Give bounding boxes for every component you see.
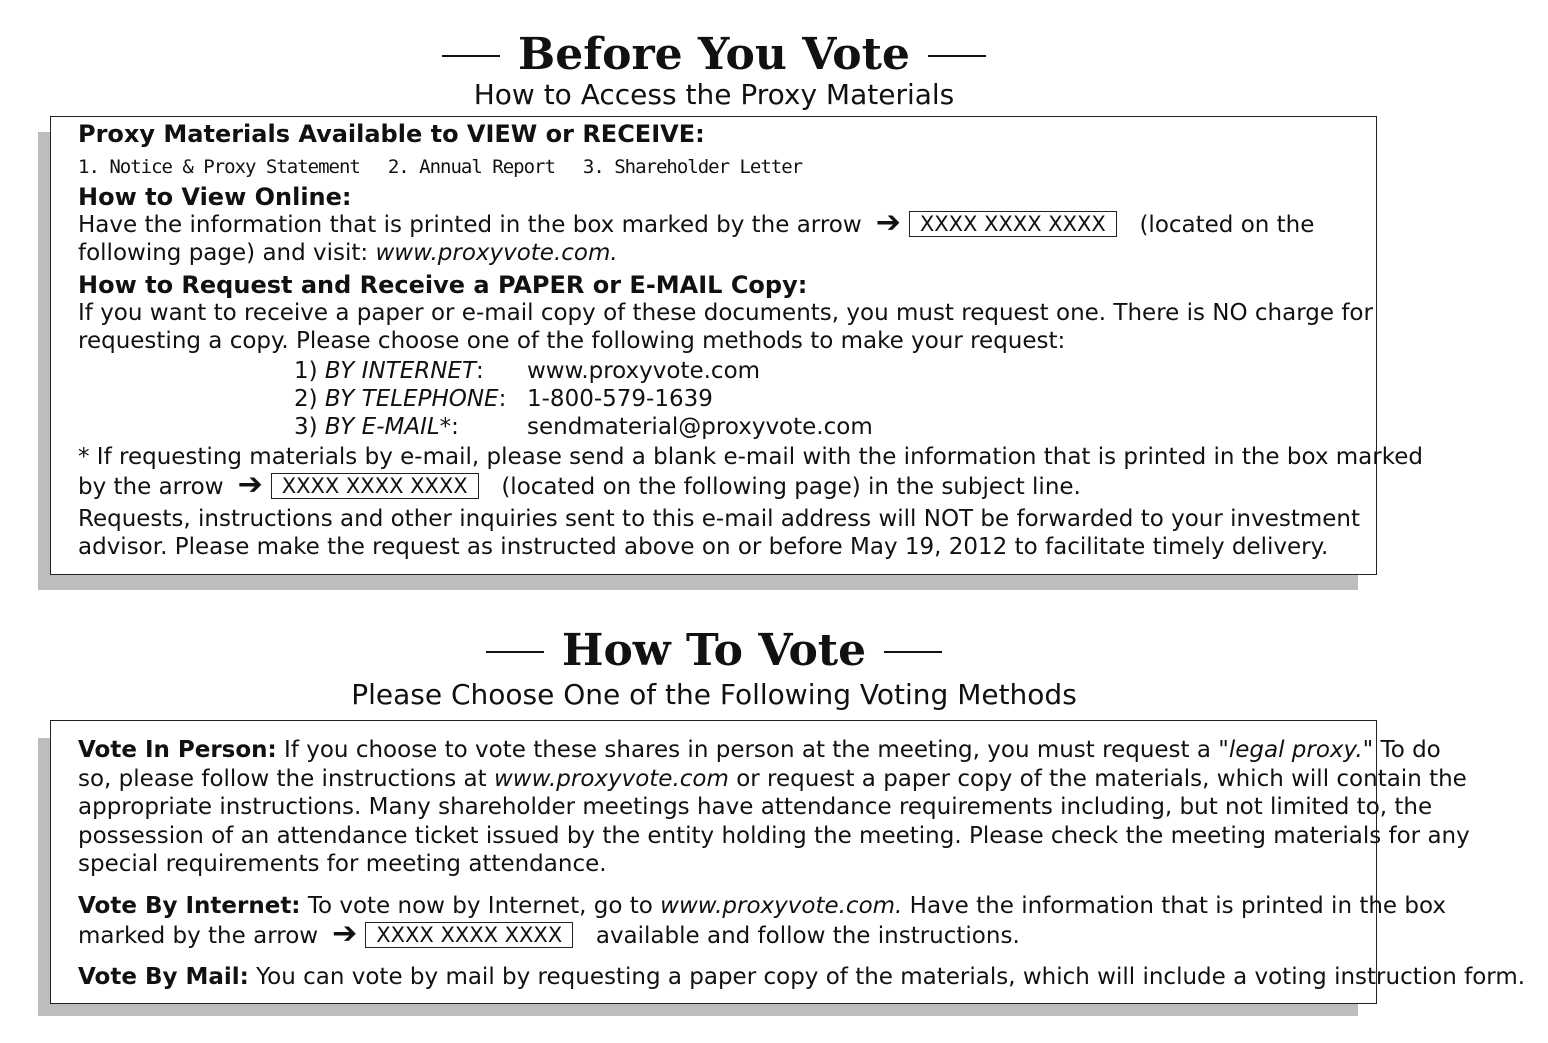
arrow-icon: ➔: [237, 466, 263, 502]
materials-heading: Proxy Materials Available to VIEW or RECEIVE:: [78, 120, 705, 148]
before-title: Before You Vote: [0, 30, 1428, 80]
request-line-2: requesting a copy. Please choose one of the following methods to make your request:: [78, 328, 1066, 354]
control-number-box: XXXX XXXX XXXX: [909, 211, 1117, 237]
person-line-2: so, please follow the instructions at www.proxyvote.com or request a paper copy of the materials, which will contain the: [78, 766, 1467, 792]
view-line-1: Have the information that is printed in the box marked by the arrow ➔ XXXX XXXX XXXX (located on the: [78, 204, 1315, 240]
before-subtitle: How to Access the Proxy Materials: [473, 78, 955, 111]
proxyvote-link[interactable]: www.proxyvote.com: [493, 766, 729, 792]
view-line-2: following page) and visit: www.proxyvote.com.: [78, 240, 618, 266]
vote-by-internet-label: Vote By Internet:: [78, 893, 301, 919]
title-rule-right: [928, 55, 986, 57]
material-item: 3. Shareholder Letter: [582, 156, 803, 178]
final-line-2: advisor. Please make the request as instructed above on or before May 19, 2012 to facilitate timely delivery.: [78, 534, 1329, 560]
request-heading: How to Request and Receive a PAPER or E-MAIL Copy:: [78, 271, 808, 299]
title-rule-right: [884, 651, 942, 653]
method-telephone: 2) BY TELEPHONE: 1-800-579-1639: [294, 386, 713, 412]
method-email: 3) BY E-MAIL*: sendmaterial@proxyvote.com: [294, 414, 873, 440]
method-value[interactable]: 1-800-579-1639: [527, 386, 713, 412]
title-rule-left: [486, 651, 544, 653]
title-rule-left: [442, 55, 500, 57]
method-value[interactable]: www.proxyvote.com: [527, 358, 761, 384]
material-item: 1. Notice & Proxy Statement: [78, 156, 360, 178]
internet-line-2: marked by the arrow ➔ XXXX XXXX XXXX available and follow the instructions.: [78, 915, 1020, 951]
method-value[interactable]: sendmaterial@proxyvote.com: [527, 414, 873, 440]
note-line-1: * If requesting materials by e-mail, please send a blank e-mail with the information that is printed in the box marked: [78, 444, 1423, 470]
internet-line-1: Vote By Internet: To vote now by Internet, go to www.proxyvote.com. Have the information that is printed in the box: [78, 893, 1446, 919]
vote-by-mail-label: Vote By Mail:: [78, 964, 249, 990]
mail-line: Vote By Mail: You can vote by mail by requesting a paper copy of the materials, which will include a voting instruction form.: [78, 964, 1526, 990]
person-line-5: special requirements for meeting attendance.: [78, 851, 607, 877]
arrow-icon: ➔: [332, 915, 358, 951]
request-methods: [294, 357, 873, 441]
note-line-2: by the arrow ➔ XXXX XXXX XXXX (located on the following page) in the subject line.: [78, 466, 1081, 502]
vote-in-person-label: Vote In Person:: [78, 737, 277, 763]
person-line-1: Vote In Person: If you choose to vote these shares in person at the meeting, you must request a "legal proxy." To do: [78, 737, 1441, 763]
how-title: How To Vote: [0, 626, 1428, 676]
arrow-icon: ➔: [875, 204, 901, 240]
vote-box: [50, 720, 1526, 1004]
request-line-1: If you want to receive a paper or e-mail copy of these documents, you must request one. There is NO charge for: [78, 300, 1373, 326]
person-line-4: possession of an attendance ticket issued by the entity holding the meeting. Please check the meeting materials for any: [78, 823, 1470, 849]
person-line-3: appropriate instructions. Many shareholder meetings have attendance requirements including, but not limited to, the: [78, 794, 1433, 820]
material-item: 2. Annual Report: [387, 156, 555, 178]
view-heading: How to View Online:: [78, 183, 352, 211]
proxyvote-link[interactable]: www.proxyvote.com.: [375, 240, 618, 266]
control-number-box: XXXX XXXX XXXX: [271, 473, 479, 499]
final-line-1: Requests, instructions and other inquiries sent to this e-mail address will NOT be forwarded to your investment: [78, 506, 1361, 532]
how-subtitle: Please Choose One of the Following Voting Methods: [351, 678, 1077, 711]
control-number-box: XXXX XXXX XXXX: [365, 922, 573, 948]
proxyvote-link[interactable]: www.proxyvote.com.: [660, 893, 903, 919]
access-box: [50, 116, 1423, 575]
materials-list: [78, 153, 830, 181]
method-internet: 1) BY INTERNET: www.proxyvote.com: [294, 358, 761, 384]
